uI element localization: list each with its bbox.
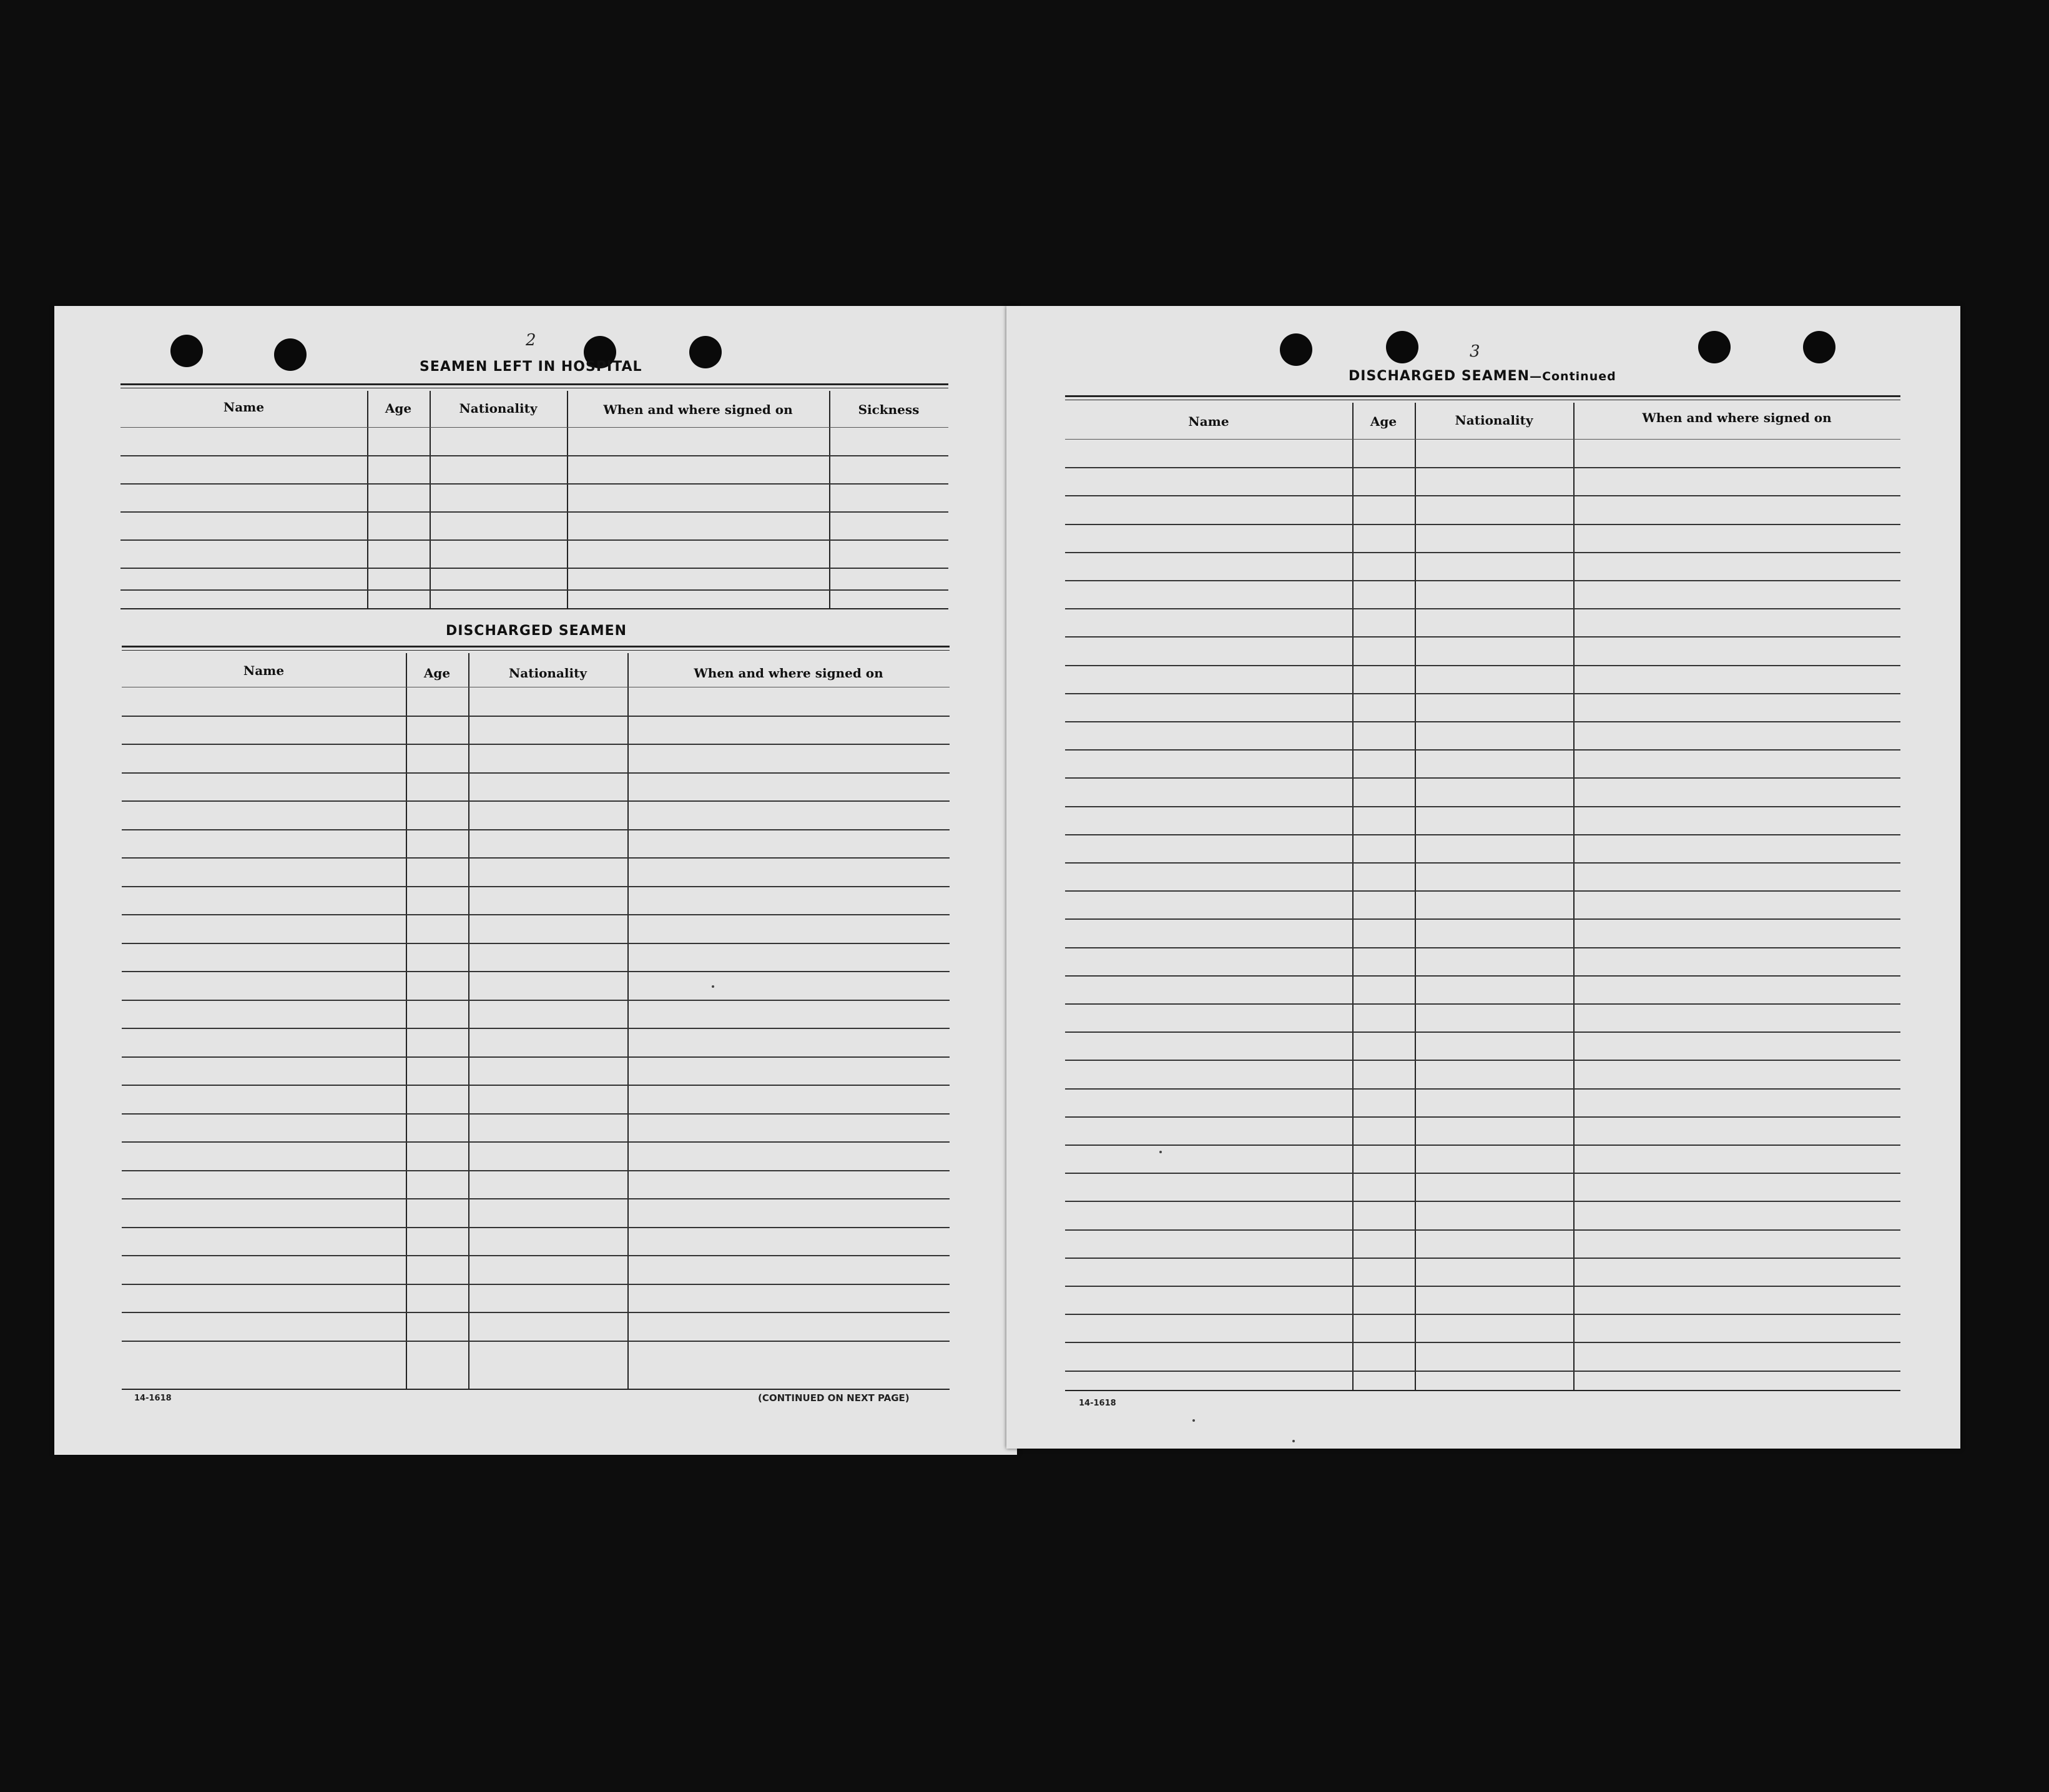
binder-hole <box>1698 331 1731 363</box>
binder-hole <box>170 335 203 367</box>
table-row-rule <box>1065 834 1900 835</box>
table-row-rule <box>1065 918 1900 920</box>
table-row-rule <box>1065 665 1900 666</box>
table-row-rule <box>122 1028 950 1029</box>
table-row-rule <box>1065 1201 1900 1202</box>
binder-hole <box>274 338 307 371</box>
table-row-rule <box>1065 947 1900 948</box>
page-number: 2 <box>526 331 536 350</box>
table-top-rule <box>120 383 948 388</box>
left-page <box>54 306 1017 1455</box>
table-row-rule <box>1065 890 1900 892</box>
form-number: 14-1618 <box>134 1394 172 1403</box>
table-row-rule <box>1065 467 1900 468</box>
column-header-nationality: Nationality <box>509 666 587 681</box>
column-header-name: Name <box>223 400 265 415</box>
table-row-rule <box>122 857 950 859</box>
table-top-rule <box>1065 395 1900 400</box>
table-row-rule <box>1065 1088 1900 1090</box>
binder-hole <box>1803 331 1835 363</box>
column-header-nationality: Nationality <box>459 401 538 416</box>
column-header-when-where-signed-on: When and where signed on <box>1642 410 1832 425</box>
table-row-rule <box>1065 1116 1900 1118</box>
table-row-rule <box>122 1113 950 1115</box>
table-row-rule <box>122 829 950 830</box>
binder-hole <box>689 336 722 368</box>
hospital-table <box>120 383 948 609</box>
page-number: 3 <box>1470 342 1480 361</box>
table-row-rule <box>122 1056 950 1058</box>
table-row-rule <box>1065 552 1900 553</box>
table-row-rule <box>122 971 950 972</box>
paper-speck <box>1292 1440 1295 1442</box>
table-row-rule <box>122 772 950 774</box>
table-row-rule <box>122 800 950 802</box>
table-row-rule <box>1065 1060 1900 1061</box>
table-row-rule <box>1065 1371 1900 1372</box>
discharged-section-title: DISCHARGED SEAMEN <box>446 623 627 639</box>
hospital-section-title: SEAMEN LEFT IN HOSPITAL <box>420 359 642 375</box>
column-header-sickness: Sickness <box>858 402 920 417</box>
discharged-table <box>122 646 950 1390</box>
table-row-rule <box>122 886 950 887</box>
table-row-rule <box>1065 524 1900 525</box>
table-row-rule <box>1065 636 1900 638</box>
column-header-name: Name <box>243 663 285 678</box>
table-row-rule <box>1065 1031 1900 1033</box>
paper-speck <box>1159 1151 1162 1153</box>
table-row-rule <box>122 1085 950 1086</box>
column-header-nationality: Nationality <box>1455 413 1533 428</box>
discharged-continued-table <box>1065 395 1900 1391</box>
table-row-rule <box>1065 1229 1900 1231</box>
table-row-rule <box>122 1000 950 1001</box>
right-page <box>1006 306 1960 1449</box>
column-header-when-where-signed-on: When and where signed on <box>694 666 883 681</box>
column-header-age: Age <box>423 666 451 681</box>
form-number: 14-1618 <box>1079 1399 1116 1408</box>
table-row-rule <box>122 1312 950 1313</box>
paper-speck <box>1192 1419 1195 1422</box>
table-row-rule <box>122 1141 950 1143</box>
table-row-rule <box>122 1255 950 1256</box>
table-row-rule <box>1065 1258 1900 1259</box>
paper-speck <box>712 985 714 988</box>
column-header-age: Age <box>1370 414 1397 429</box>
table-row-rule <box>122 1284 950 1285</box>
table-row-rule <box>122 1198 950 1199</box>
binder-hole <box>1280 333 1312 366</box>
table-row-rule <box>1065 1173 1900 1174</box>
table-row-rule <box>1065 862 1900 864</box>
table-row-rule <box>122 1227 950 1228</box>
column-header-name: Name <box>1188 414 1229 429</box>
table-row-rule <box>1065 749 1900 751</box>
table-row-rule <box>122 914 950 915</box>
table-row-rule <box>1065 1145 1900 1146</box>
section-title-suffix: —Continued <box>1530 370 1616 383</box>
binder-hole <box>1386 331 1418 363</box>
column-header-when-where-signed-on: When and where signed on <box>603 402 793 417</box>
table-row-rule <box>1065 1003 1900 1005</box>
table-row-rule <box>1065 777 1900 779</box>
table-row-rule <box>122 1341 950 1342</box>
table-row-rule <box>1065 975 1900 977</box>
table-row-rule <box>1065 439 1900 440</box>
table-row-rule <box>122 744 950 745</box>
table-row-rule <box>1065 1314 1900 1315</box>
table-row-rule <box>122 1170 950 1171</box>
table-row-rule <box>1065 1342 1900 1343</box>
table-row-rule <box>122 716 950 717</box>
table-row-rule <box>1065 1286 1900 1287</box>
table-row-rule <box>122 943 950 944</box>
column-header-age: Age <box>385 401 412 416</box>
table-row-rule <box>1065 495 1900 496</box>
table-row-rule <box>1065 693 1900 694</box>
continued-section-title <box>1349 368 1616 384</box>
table-row-rule <box>1065 608 1900 609</box>
section-title: DISCHARGED SEAMEN <box>1349 368 1530 384</box>
table-top-rule <box>122 646 950 651</box>
table-row-rule <box>1065 806 1900 807</box>
table-row-rule <box>1065 721 1900 722</box>
continued-footer: (CONTINUED ON NEXT PAGE) <box>758 1392 910 1404</box>
table-row-rule <box>1065 580 1900 581</box>
